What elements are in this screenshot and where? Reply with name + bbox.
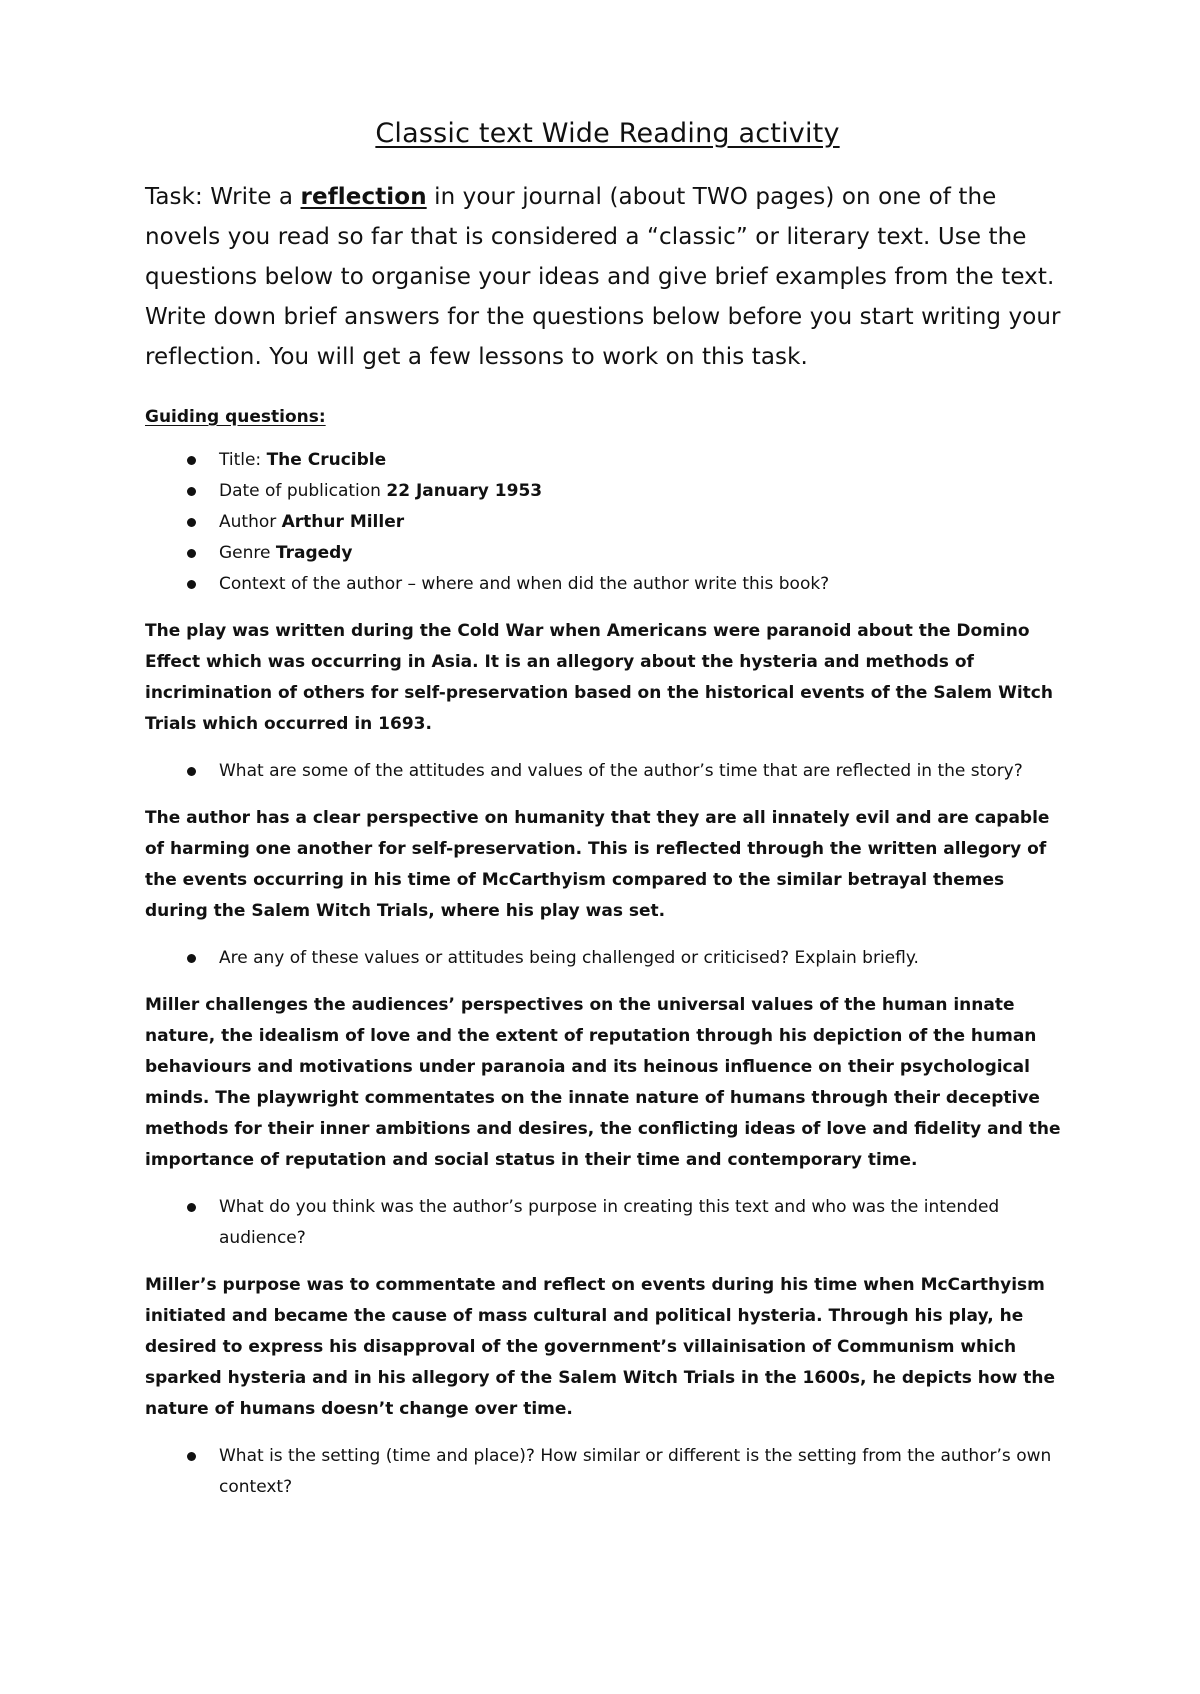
info-label: Author — [219, 512, 282, 532]
task-keyword: reflection — [300, 184, 427, 210]
info-list — [145, 445, 1070, 600]
question-text: What do you think was the author’s purpose in creating this text and who was the intended audience? — [219, 1197, 1000, 1248]
guiding-questions-heading: Guiding questions: — [145, 407, 326, 427]
info-item-context — [145, 569, 1070, 600]
info-item-date — [145, 476, 1070, 507]
bullet-icon — [187, 767, 196, 776]
info-value: 22 January 1953 — [386, 481, 543, 501]
bullet-icon — [187, 518, 196, 527]
bullet-icon — [187, 954, 196, 963]
bullet-icon — [187, 1452, 196, 1461]
info-label: Date of publication — [219, 481, 387, 501]
task-suffix: in your journal (about TWO pages) on one of the novels you read so far that is considered a “classic” or literary text. Use the questions below to organise your ideas and give brief examples from the text. Write down brief answers for the questions below before you start writing your reflection. You will get a few lessons to work on this task. — [145, 184, 1061, 370]
answer-attitudes: The author has a clear perspective on humanity that they are all innately evil and are capable of harming one another for self-preservation. This is reflected through the written allegory of the events occurring in his time of McCarthyism compared to the similar betrayal themes during the Salem Witch Trials, where his play was set. — [145, 808, 1050, 921]
bullet-icon — [187, 549, 196, 558]
info-value: Tragedy — [275, 543, 353, 563]
answer-context: The play was written during the Cold War when Americans were paranoid about the Domino Effect which was occurring in Asia. It is an allegory about the hysteria and methods of incrimination of others for self-preservation based on the historical events of the Salem Witch Trials which occurred in 1693. — [145, 621, 1053, 734]
question-text: What are some of the attitudes and values of the author’s time that are reflected in the story? — [219, 761, 1023, 781]
question-list-attitudes — [145, 756, 1070, 787]
bullet-icon — [187, 456, 196, 465]
question-list-challenged — [145, 943, 1070, 974]
task-prefix: Task: Write a — [145, 184, 301, 210]
info-item-genre — [145, 538, 1070, 569]
info-label: Genre — [219, 543, 276, 563]
question-attitudes — [145, 756, 1070, 787]
answer-purpose: Miller’s purpose was to commentate and reflect on events during his time when McCarthyism initiated and became the cause of mass cultural and political hysteria. Through his play, he desired to express his disapproval of the government’s villainisation of Communism which sparked hysteria and in his allegory of the Salem Witch Trials in the 1600s, he depicts how the nature of humans doesn’t change over time. — [145, 1275, 1055, 1419]
info-value: The Crucible — [266, 450, 387, 470]
info-value: Arthur Miller — [281, 512, 405, 532]
info-item-author — [145, 507, 1070, 538]
question-list-purpose — [145, 1192, 1070, 1254]
question-text: Are any of these values or attitudes being challenged or criticised? Explain briefly. — [219, 948, 919, 968]
info-label: Context of the author – where and when did the author write this book? — [219, 574, 830, 594]
question-list-setting — [145, 1441, 1070, 1503]
answer-challenged: Miller challenges the audiences’ perspectives on the universal values of the human innate nature, the idealism of love and the extent of reputation through his depiction of the human behaviours and motivations under paranoia and its heinous influence on their psychological minds. The playwright commentates on the innate nature of humans through their deceptive methods for their inner ambitions and desires, the conflicting ideas of love and fidelity and the importance of reputation and social status in their time and contemporary time. — [145, 995, 1061, 1170]
bullet-icon — [187, 487, 196, 496]
info-item-title — [145, 445, 1070, 476]
question-challenged — [145, 943, 1070, 974]
question-purpose — [145, 1192, 1070, 1254]
info-label: Title: — [219, 450, 267, 470]
bullet-icon — [187, 1203, 196, 1212]
bullet-icon — [187, 580, 196, 589]
question-setting — [145, 1441, 1070, 1503]
task-paragraph — [145, 177, 1070, 377]
document-title: Classic text Wide Reading activity — [375, 118, 840, 149]
question-text: What is the setting (time and place)? How similar or different is the setting from the author’s own context? — [219, 1446, 1052, 1497]
